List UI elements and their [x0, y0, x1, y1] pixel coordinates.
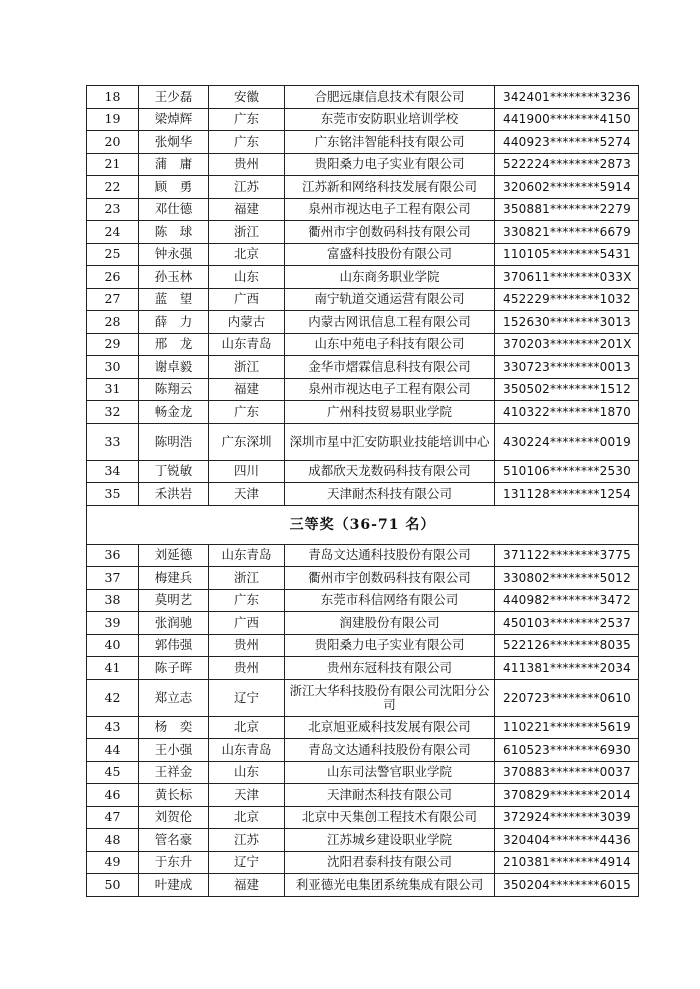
- company-cell: 北京旭亚威科技发展有限公司: [285, 716, 495, 739]
- region-cell: 广东: [209, 401, 285, 424]
- name-cell: 郑立志: [139, 679, 209, 716]
- rank-cell: 32: [87, 401, 139, 424]
- table-row: [87, 243, 639, 266]
- rank-cell: 18: [87, 86, 139, 109]
- table-row: [87, 567, 639, 590]
- name-cell: 黄长标: [139, 784, 209, 807]
- region-cell: 江苏: [209, 829, 285, 852]
- id-number-cell: 370883********0037: [495, 761, 639, 784]
- company-cell: 江苏城乡建设职业学院: [285, 829, 495, 852]
- region-cell: 北京: [209, 806, 285, 829]
- section-header-row: [87, 505, 639, 544]
- rank-cell: 43: [87, 716, 139, 739]
- name-cell: 邓仕德: [139, 198, 209, 221]
- rank-cell: 25: [87, 243, 139, 266]
- region-cell: 四川: [209, 460, 285, 483]
- table-row: [87, 333, 639, 356]
- id-number-cell: 440923********5274: [495, 131, 639, 154]
- name-cell: 张炯华: [139, 131, 209, 154]
- table-row: [87, 460, 639, 483]
- id-number-cell: 371122********3775: [495, 544, 639, 567]
- rank-cell: 41: [87, 657, 139, 680]
- table-row: [87, 874, 639, 897]
- table-row: [87, 761, 639, 784]
- id-number-cell: 350502********1512: [495, 378, 639, 401]
- region-cell: 广西: [209, 612, 285, 635]
- name-cell: 王小强: [139, 739, 209, 762]
- id-number-cell: 410322********1870: [495, 401, 639, 424]
- name-cell: 王少磊: [139, 86, 209, 109]
- id-number-cell: 220723********0610: [495, 679, 639, 716]
- company-cell: 广东铭沣智能科技有限公司: [285, 131, 495, 154]
- region-cell: 广西: [209, 288, 285, 311]
- name-cell: 薛 力: [139, 311, 209, 334]
- table-row: [87, 108, 639, 131]
- region-cell: 广东: [209, 131, 285, 154]
- id-number-cell: 320602********5914: [495, 176, 639, 199]
- table-row: [87, 806, 639, 829]
- name-cell: 管名豪: [139, 829, 209, 852]
- id-number-cell: 152630********3013: [495, 311, 639, 334]
- table-row: [87, 356, 639, 379]
- region-cell: 广东: [209, 589, 285, 612]
- company-cell: 贵阳桑力电子实业有限公司: [285, 634, 495, 657]
- company-cell: 东莞市安防职业培训学校: [285, 108, 495, 131]
- region-cell: 天津: [209, 784, 285, 807]
- region-cell: 浙江: [209, 356, 285, 379]
- awards-table: [86, 85, 639, 897]
- company-cell: 合肥远康信息技术有限公司: [285, 86, 495, 109]
- table-row: [87, 423, 639, 460]
- company-cell: 泉州市视达电子工程有限公司: [285, 378, 495, 401]
- id-number-cell: 370203********201X: [495, 333, 639, 356]
- name-cell: 梅建兵: [139, 567, 209, 590]
- name-cell: 蓝 望: [139, 288, 209, 311]
- table-row: [87, 288, 639, 311]
- name-cell: 谢卓毅: [139, 356, 209, 379]
- id-number-cell: 330821********6679: [495, 221, 639, 244]
- company-cell: 富盛科技股份有限公司: [285, 243, 495, 266]
- id-number-cell: 350881********2279: [495, 198, 639, 221]
- company-cell: 贵阳桑力电子实业有限公司: [285, 153, 495, 176]
- rank-cell: 42: [87, 679, 139, 716]
- name-cell: 刘贺伦: [139, 806, 209, 829]
- company-cell: 贵州东冠科技有限公司: [285, 657, 495, 680]
- rank-cell: 44: [87, 739, 139, 762]
- company-cell: 深圳市星中汇安防职业技能培训中心: [285, 423, 495, 460]
- region-cell: 江苏: [209, 176, 285, 199]
- rank-cell: 21: [87, 153, 139, 176]
- id-number-cell: 330802********5012: [495, 567, 639, 590]
- rank-cell: 28: [87, 311, 139, 334]
- company-cell: 东莞市科信网络有限公司: [285, 589, 495, 612]
- name-cell: 蒲 庸: [139, 153, 209, 176]
- table-row: [87, 544, 639, 567]
- region-cell: 山东青岛: [209, 333, 285, 356]
- table-row: [87, 198, 639, 221]
- table-row: [87, 716, 639, 739]
- rank-cell: 31: [87, 378, 139, 401]
- company-cell: 衢州市宇创数码科技有限公司: [285, 567, 495, 590]
- company-cell: 泉州市视达电子工程有限公司: [285, 198, 495, 221]
- id-number-cell: 510106********2530: [495, 460, 639, 483]
- region-cell: 山东青岛: [209, 544, 285, 567]
- table-row: [87, 176, 639, 199]
- table-row: [87, 378, 639, 401]
- rank-cell: 36: [87, 544, 139, 567]
- table-row: [87, 266, 639, 289]
- region-cell: 贵州: [209, 634, 285, 657]
- name-cell: 陈翔云: [139, 378, 209, 401]
- company-cell: 广州科技贸易职业学院: [285, 401, 495, 424]
- company-cell: 江苏新和网络科技发展有限公司: [285, 176, 495, 199]
- name-cell: 丁锐敏: [139, 460, 209, 483]
- awards-table-body: [87, 86, 639, 897]
- id-number-cell: 110105********5431: [495, 243, 639, 266]
- id-number-cell: 411381********2034: [495, 657, 639, 680]
- table-row: [87, 657, 639, 680]
- section-title: 三等奖（36-71 名）: [87, 505, 639, 544]
- company-cell: 利亚德光电集团系统集成有限公司: [285, 874, 495, 897]
- company-cell: 浙江大华科技股份有限公司沈阳分公司: [285, 679, 495, 716]
- company-cell: 天津耐杰科技有限公司: [285, 784, 495, 807]
- table-row: [87, 679, 639, 716]
- company-cell: 内蒙古网讯信息工程有限公司: [285, 311, 495, 334]
- table-row: [87, 851, 639, 874]
- id-number-cell: 350204********6015: [495, 874, 639, 897]
- region-cell: 广东深圳: [209, 423, 285, 460]
- rank-cell: 34: [87, 460, 139, 483]
- region-cell: 广东: [209, 108, 285, 131]
- rank-cell: 22: [87, 176, 139, 199]
- name-cell: 刘延德: [139, 544, 209, 567]
- id-number-cell: 522224********2873: [495, 153, 639, 176]
- name-cell: 陈明浩: [139, 423, 209, 460]
- company-cell: 沈阳君泰科技有限公司: [285, 851, 495, 874]
- name-cell: 于东升: [139, 851, 209, 874]
- region-cell: 福建: [209, 198, 285, 221]
- name-cell: 孙玉林: [139, 266, 209, 289]
- id-number-cell: 450103********2537: [495, 612, 639, 635]
- company-cell: 山东中苑电子科技有限公司: [285, 333, 495, 356]
- company-cell: 青岛文达通科技股份有限公司: [285, 544, 495, 567]
- table-row: [87, 311, 639, 334]
- region-cell: 辽宁: [209, 679, 285, 716]
- rank-cell: 46: [87, 784, 139, 807]
- id-number-cell: 430224********0019: [495, 423, 639, 460]
- region-cell: 辽宁: [209, 851, 285, 874]
- id-number-cell: 372924********3039: [495, 806, 639, 829]
- id-number-cell: 452229********1032: [495, 288, 639, 311]
- name-cell: 顾 勇: [139, 176, 209, 199]
- company-cell: 南宁轨道交通运营有限公司: [285, 288, 495, 311]
- rank-cell: 26: [87, 266, 139, 289]
- company-cell: 成都欣天龙数码科技有限公司: [285, 460, 495, 483]
- rank-cell: 47: [87, 806, 139, 829]
- name-cell: 钟永强: [139, 243, 209, 266]
- table-row: [87, 221, 639, 244]
- company-cell: 山东司法警官职业学院: [285, 761, 495, 784]
- rank-cell: 30: [87, 356, 139, 379]
- rank-cell: 38: [87, 589, 139, 612]
- rank-cell: 39: [87, 612, 139, 635]
- rank-cell: 20: [87, 131, 139, 154]
- region-cell: 山东青岛: [209, 739, 285, 762]
- name-cell: 郭伟强: [139, 634, 209, 657]
- company-cell: 润建股份有限公司: [285, 612, 495, 635]
- table-row: [87, 131, 639, 154]
- table-row: [87, 612, 639, 635]
- table-row: [87, 153, 639, 176]
- rank-cell: 33: [87, 423, 139, 460]
- region-cell: 安徽: [209, 86, 285, 109]
- id-number-cell: 522126********8035: [495, 634, 639, 657]
- region-cell: 北京: [209, 243, 285, 266]
- region-cell: 天津: [209, 483, 285, 506]
- table-row: [87, 401, 639, 424]
- company-cell: 北京中天集创工程技术有限公司: [285, 806, 495, 829]
- region-cell: 贵州: [209, 657, 285, 680]
- name-cell: 陈 球: [139, 221, 209, 244]
- id-number-cell: 210381********4914: [495, 851, 639, 874]
- name-cell: 禾洪岩: [139, 483, 209, 506]
- rank-cell: 35: [87, 483, 139, 506]
- rank-cell: 45: [87, 761, 139, 784]
- rank-cell: 48: [87, 829, 139, 852]
- region-cell: 浙江: [209, 221, 285, 244]
- id-number-cell: 110221********5619: [495, 716, 639, 739]
- rank-cell: 40: [87, 634, 139, 657]
- rank-cell: 50: [87, 874, 139, 897]
- region-cell: 内蒙古: [209, 311, 285, 334]
- name-cell: 杨 奕: [139, 716, 209, 739]
- region-cell: 福建: [209, 874, 285, 897]
- id-number-cell: 320404********4436: [495, 829, 639, 852]
- name-cell: 邢 龙: [139, 333, 209, 356]
- id-number-cell: 440982********3472: [495, 589, 639, 612]
- id-number-cell: 370829********2014: [495, 784, 639, 807]
- region-cell: 浙江: [209, 567, 285, 590]
- name-cell: 叶建成: [139, 874, 209, 897]
- company-cell: 天津耐杰科技有限公司: [285, 483, 495, 506]
- company-cell: 山东商务职业学院: [285, 266, 495, 289]
- region-cell: 山东: [209, 266, 285, 289]
- name-cell: 王祥金: [139, 761, 209, 784]
- table-row: [87, 589, 639, 612]
- rank-cell: 23: [87, 198, 139, 221]
- id-number-cell: 342401********3236: [495, 86, 639, 109]
- table-row: [87, 739, 639, 762]
- rank-cell: 29: [87, 333, 139, 356]
- region-cell: 北京: [209, 716, 285, 739]
- name-cell: 莫明艺: [139, 589, 209, 612]
- region-cell: 贵州: [209, 153, 285, 176]
- id-number-cell: 330723********0013: [495, 356, 639, 379]
- table-row: [87, 784, 639, 807]
- region-cell: 山东: [209, 761, 285, 784]
- table-row: [87, 829, 639, 852]
- table-row: [87, 634, 639, 657]
- company-cell: 金华市熠霖信息科技有限公司: [285, 356, 495, 379]
- name-cell: 张润驰: [139, 612, 209, 635]
- rank-cell: 49: [87, 851, 139, 874]
- name-cell: 陈子晖: [139, 657, 209, 680]
- name-cell: 畅金龙: [139, 401, 209, 424]
- table-row: [87, 86, 639, 109]
- region-cell: 福建: [209, 378, 285, 401]
- rank-cell: 24: [87, 221, 139, 244]
- table-row: [87, 483, 639, 506]
- id-number-cell: 610523********6930: [495, 739, 639, 762]
- rank-cell: 27: [87, 288, 139, 311]
- company-cell: 衢州市宇创数码科技有限公司: [285, 221, 495, 244]
- id-number-cell: 441900********4150: [495, 108, 639, 131]
- rank-cell: 37: [87, 567, 139, 590]
- company-cell: 青岛文达通科技股份有限公司: [285, 739, 495, 762]
- name-cell: 梁焯辉: [139, 108, 209, 131]
- id-number-cell: 370611********033X: [495, 266, 639, 289]
- id-number-cell: 131128********1254: [495, 483, 639, 506]
- rank-cell: 19: [87, 108, 139, 131]
